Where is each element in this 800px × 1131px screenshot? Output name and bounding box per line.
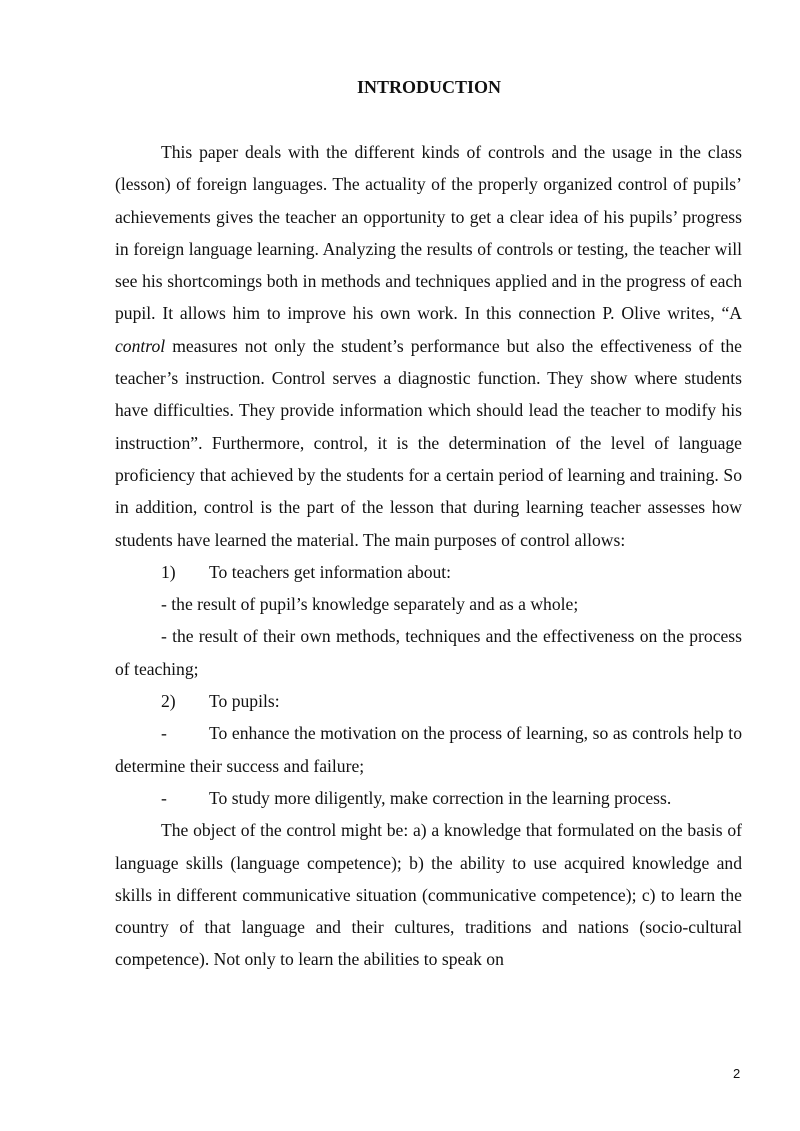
dash-item — [115, 782, 742, 814]
object-paragraph: The object of the control might be: a) a knowledge that formulated on the basis of language skills (language competence); b) the ability to use acquired knowledge and skills in different communicative situation (communicative competence); c) to learn the country of that language and their cultures, traditions and nations (socio-cultural competence). Not only to learn the abilities to speak on — [115, 820, 742, 970]
dash-marker: - — [161, 787, 167, 808]
dash-item-text: To enhance the motivation on the process of learning, so as controls help to determine their success and failure; — [115, 723, 742, 776]
page-title: INTRODUCTION — [356, 77, 502, 97]
intro-text-end: measures not only the student’s performance but also the effectiveness of the teacher’s instruction. Control serves a diagnostic function. They show where students have difficulties. They provide information which should lead the teacher to modify his instruction”. Furthermore, control, it is the determination of the level of language proficiency that achieved by the students for a certain period of learning and training. So in addition, control is the part of the lesson that during learning teacher assesses how students have learned the material. The main purposes of control allows: — [115, 335, 742, 550]
dash-marker: - — [161, 723, 167, 744]
document-body — [115, 136, 742, 976]
intro-paragraph — [115, 136, 742, 556]
sub-item: - the result of pupil’s knowledge separately and as a whole; — [161, 594, 579, 615]
list-item-text: To pupils: — [209, 691, 280, 712]
dash-item-text: To study more diligently, make correction in the learning process. — [209, 787, 672, 808]
page-number: 2 — [733, 1066, 741, 1081]
italic-term: control — [115, 335, 166, 356]
dash-item — [115, 717, 742, 782]
list-marker: 2) — [161, 691, 176, 712]
intro-text-start: This paper deals with the different kinds of controls and the usage in the class (lesson) of foreign languages. The actuality of the properly organized control of pupils’ achievements gives the teacher an opportunity to get a clear idea of his pupils’ progress in foreign language learning. Analyzing the results of controls or testing, the teacher will see his shortcomings both in methods and techniques applied and in the progress of each pupil. It allows him to improve his own work. In this connection P. Olive writes, “A — [115, 142, 742, 324]
sub-item: - the result of their own methods, techniques and the effectiveness on the process of teaching; — [115, 626, 742, 679]
list-item — [115, 556, 742, 588]
list-item — [115, 685, 742, 717]
list-item-text: To teachers get information about: — [209, 561, 452, 582]
list-marker: 1) — [161, 561, 176, 582]
